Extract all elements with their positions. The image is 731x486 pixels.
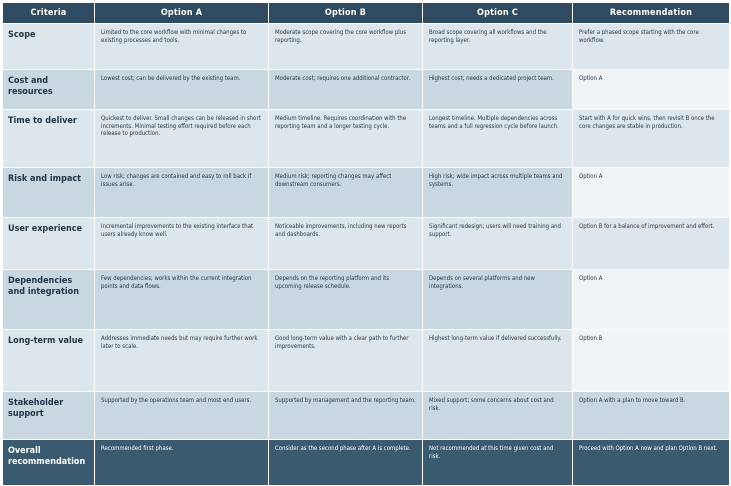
table-cell: Option B for a balance of improvement and effort.: [573, 218, 730, 270]
row-label: Long-term value: [3, 330, 95, 392]
table-cell: Highest long-term value if delivered successfully.: [423, 330, 573, 392]
table-row: [3, 70, 730, 110]
row-label: Scope: [3, 24, 95, 70]
table-row: [3, 110, 730, 168]
table-cell: Recommended first phase.: [95, 440, 269, 486]
table-cell: Supported by management and the reporting team.: [269, 392, 423, 440]
table-cell: Option B: [573, 330, 730, 392]
table-row: [3, 24, 730, 70]
table-cell: Limited to the core workflow with minimal changes to existing processes and tools.: [95, 24, 269, 70]
table-cell: Medium timeline. Requires coordination with the reporting team and a longer testing cycle.: [269, 110, 423, 168]
row-label: Risk and impact: [3, 168, 95, 218]
table-cell: Consider as the second phase after A is complete.: [269, 440, 423, 486]
table-cell: Proceed with Option A now and plan Option B next.: [573, 440, 730, 486]
row-label: Stakeholder support: [3, 392, 95, 440]
row-label: Time to deliver: [3, 110, 95, 168]
column-header-option-b: Option B: [269, 3, 423, 24]
table-cell: Moderate scope covering the core workflow plus reporting.: [269, 24, 423, 70]
table-cell: Option A: [573, 168, 730, 218]
row-label: User experience: [3, 218, 95, 270]
table-cell: Option A with a plan to move toward B.: [573, 392, 730, 440]
table-cell: Supported by the operations team and most end users.: [95, 392, 269, 440]
table-cell: Incremental improvements to the existing interface that users already know well.: [95, 218, 269, 270]
row-label: Cost and resources: [3, 70, 95, 110]
table-row: [3, 168, 730, 218]
table-cell: Not recommended at this time given cost and risk.: [423, 440, 573, 486]
table-cell: Medium risk; reporting changes may affect downstream consumers.: [269, 168, 423, 218]
table-cell: Option A: [573, 70, 730, 110]
table-cell: Depends on the reporting platform and its upcoming release schedule.: [269, 270, 423, 330]
table-cell: Depends on several platforms and new integrations.: [423, 270, 573, 330]
table-cell: Good long-term value with a clear path to further improvements.: [269, 330, 423, 392]
header-row: [3, 3, 730, 24]
column-header-option-a: Option A: [95, 3, 269, 24]
table-cell: Prefer a phased scope starting with the core workflow.: [573, 24, 730, 70]
row-label: Overall recommendation: [3, 440, 95, 486]
table-cell: Addresses immediate needs but may require further work later to scale.: [95, 330, 269, 392]
table-cell: Quickest to deliver. Small changes can be released in short increments. Minimal testing effort required before each release to production.: [95, 110, 269, 168]
table-cell: Noticeable improvements, including new reports and dashboards.: [269, 218, 423, 270]
table-row: [3, 392, 730, 440]
table-cell: Option A: [573, 270, 730, 330]
row-label: Dependencies and integration: [3, 270, 95, 330]
column-header-criteria: Criteria: [3, 3, 95, 24]
table-row: [3, 330, 730, 392]
table-cell: Few dependencies; works within the current integration points and data flows.: [95, 270, 269, 330]
table-row: [3, 270, 730, 330]
table-cell: Longest timeline. Multiple dependencies across teams and a full regression cycle before launch.: [423, 110, 573, 168]
comparison-table: [2, 2, 730, 486]
table-row-recommendation: [3, 440, 730, 486]
column-header-option-c: Option C: [423, 3, 573, 24]
table-cell: Mixed support; some concerns about cost and risk.: [423, 392, 573, 440]
table-cell: Lowest cost; can be delivered by the existing team.: [95, 70, 269, 110]
column-header-recommendation: Recommendation: [573, 3, 730, 24]
table-cell: Moderate cost; requires one additional contractor.: [269, 70, 423, 110]
table-cell: High risk; wide impact across multiple teams and systems.: [423, 168, 573, 218]
table-cell: Highest cost; needs a dedicated project team.: [423, 70, 573, 110]
table-cell: Significant redesign; users will need training and support.: [423, 218, 573, 270]
table-cell: Start with A for quick wins, then revisit B once the core changes are stable in production.: [573, 110, 730, 168]
table-row: [3, 218, 730, 270]
table-cell: Broad scope covering all workflows and the reporting layer.: [423, 24, 573, 70]
table-cell: Low risk; changes are contained and easy to roll back if issues arise.: [95, 168, 269, 218]
